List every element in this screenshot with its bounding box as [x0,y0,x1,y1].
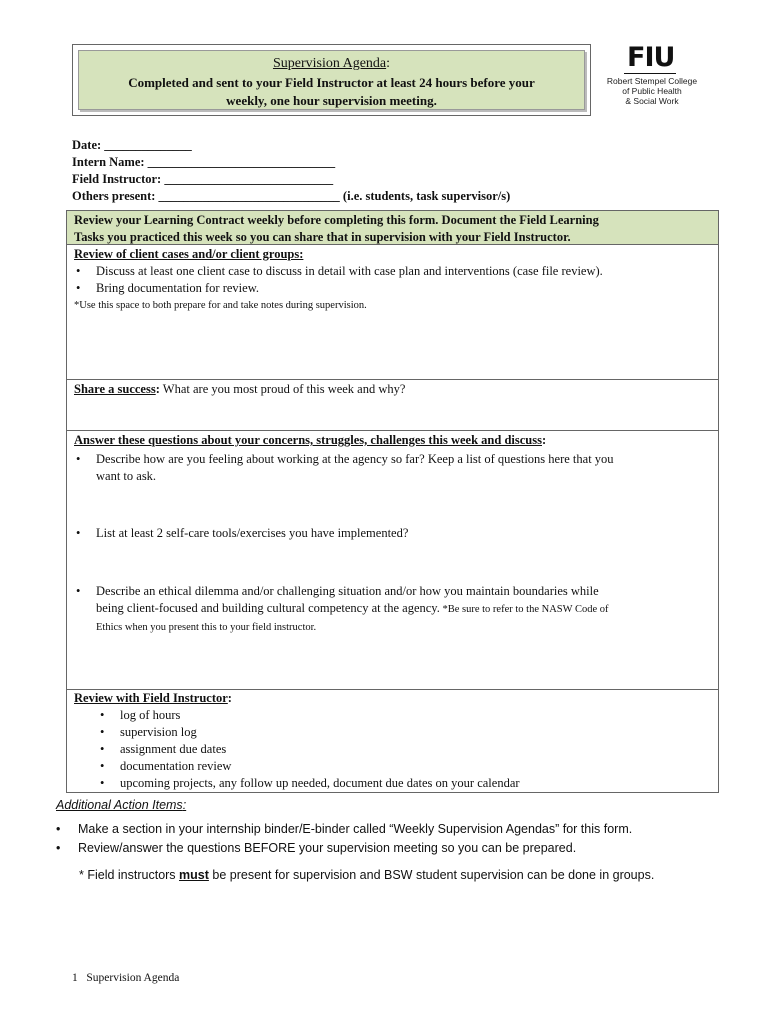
client-cases-list [74,263,710,297]
additional-items-title [56,798,186,812]
list-item: • Discuss at least one client case to discuss in detail with case plan and interventions (case file review). [74,263,710,280]
page-footer [72,972,179,984]
review-content [74,690,710,792]
review-heading: Review with Field Instructor [74,691,228,705]
concerns-heading: Answer these questions about your concerns, struggles, challenges this week and discuss [74,433,542,447]
logo-rule [624,73,676,74]
logo-mark: FIU [627,42,675,73]
share-success-row[interactable] [67,380,718,431]
review-row[interactable] [67,690,718,794]
list-item [74,451,710,485]
concerns-item-3-note: *Be sure to refer to the NASW Code of [439,604,609,615]
share-success-colon: : [155,382,160,396]
list-item: • List at least 2 self-care tools/exercises you have implemented? [74,525,710,542]
concerns-content [74,432,710,636]
subtitle-line-1: Completed and sent to your Field Instructor at least 24 hours before your [128,75,535,90]
fiu-logo [600,42,710,106]
list-item: • log of hours [98,707,710,724]
client-cases-content [74,246,710,314]
concerns-colon: : [541,433,547,447]
title-colon: : [386,56,391,71]
list-item [74,583,710,636]
logo-line-3: & Social Work [625,96,679,106]
page-number: 1 [72,972,78,984]
list-item: • documentation review [98,758,710,775]
field-instructor-field[interactable]: Field Instructor: ___________________________ [72,172,334,186]
client-cases-row[interactable] [67,245,718,380]
intro-line-2: Tasks you practiced this week so you can share that in supervision with your Field Instructor. [74,230,571,244]
additional-title-colon: : [182,798,187,812]
logo-line-1: Robert Stempel College [606,76,698,86]
concerns-list [74,451,710,636]
others-present-field[interactable]: Others present: _____________________________ (i.e. students, task supervisor/s) [72,189,511,203]
share-success-question: What are you most proud of this week and why? [159,382,406,396]
client-cases-heading: Review of client cases and/or client groups: [74,247,304,261]
intern-name-field[interactable]: Intern Name: ______________________________ [72,155,336,169]
concerns-item-1-line-2: want to ask. [96,469,157,483]
additional-title-text: Additional Action Items [56,798,183,812]
header-box [72,44,591,116]
page-title [79,56,584,72]
logo-line-2: of Public Health [622,86,682,96]
review-colon: : [227,691,232,705]
title-text: Supervision Agenda [272,56,387,71]
review-list [98,707,710,792]
subtitle-line-2: weekly, one hour supervision meeting. [226,93,437,108]
client-cases-note: *Use this space to both prepare for and take notes during supervision. [74,300,367,311]
footer-label: Supervision Agenda [86,972,180,984]
share-success-heading: Share a success [74,382,156,396]
concerns-item-3-line-1: • Describe an ethical dilemma and/or challenging situation and/or how you maintain boundaries while [96,584,599,598]
intro-line-1: Review your Learning Contract weekly before completing this form. Document the Field Learning [74,213,599,227]
share-success-content [74,381,710,398]
note-prefix: * Field instructors [79,868,180,882]
intro-text [74,212,710,246]
concerns-item-3-line-2: being client-focused and building cultural competency at the agency. [96,601,440,615]
intro-row [67,211,718,245]
additional-items-list [54,820,632,858]
list-item: • Make a section in your internship binder/E-binder called “Weekly Supervision Agendas” for this form. [54,820,632,839]
concerns-row[interactable] [67,431,718,690]
list-item: • Review/answer the questions BEFORE your supervision meeting so you can be prepared. [54,839,632,858]
concerns-item-3-line-3: Ethics when you present this to your field instructor. [96,622,317,633]
concerns-item-1-line-1: • Describe how are you feeling about working at the agency so far? Keep a list of questions here that you [96,452,614,466]
info-fields [72,137,510,205]
list-item: • assignment due dates [98,741,710,758]
date-field[interactable]: Date: ______________ [72,138,192,152]
note-must: must [179,868,209,882]
agenda-table [66,210,719,793]
list-item: • Bring documentation for review. [74,280,710,297]
list-item: • upcoming projects, any follow up needed, document due dates on your calendar [98,775,710,792]
page-subtitle [79,74,584,110]
field-instructor-note [79,868,654,882]
logo-caption [600,76,704,106]
note-suffix: be present for supervision and BSW student supervision can be done in groups. [208,868,655,882]
list-item: • supervision log [98,724,710,741]
header-banner [78,50,585,110]
